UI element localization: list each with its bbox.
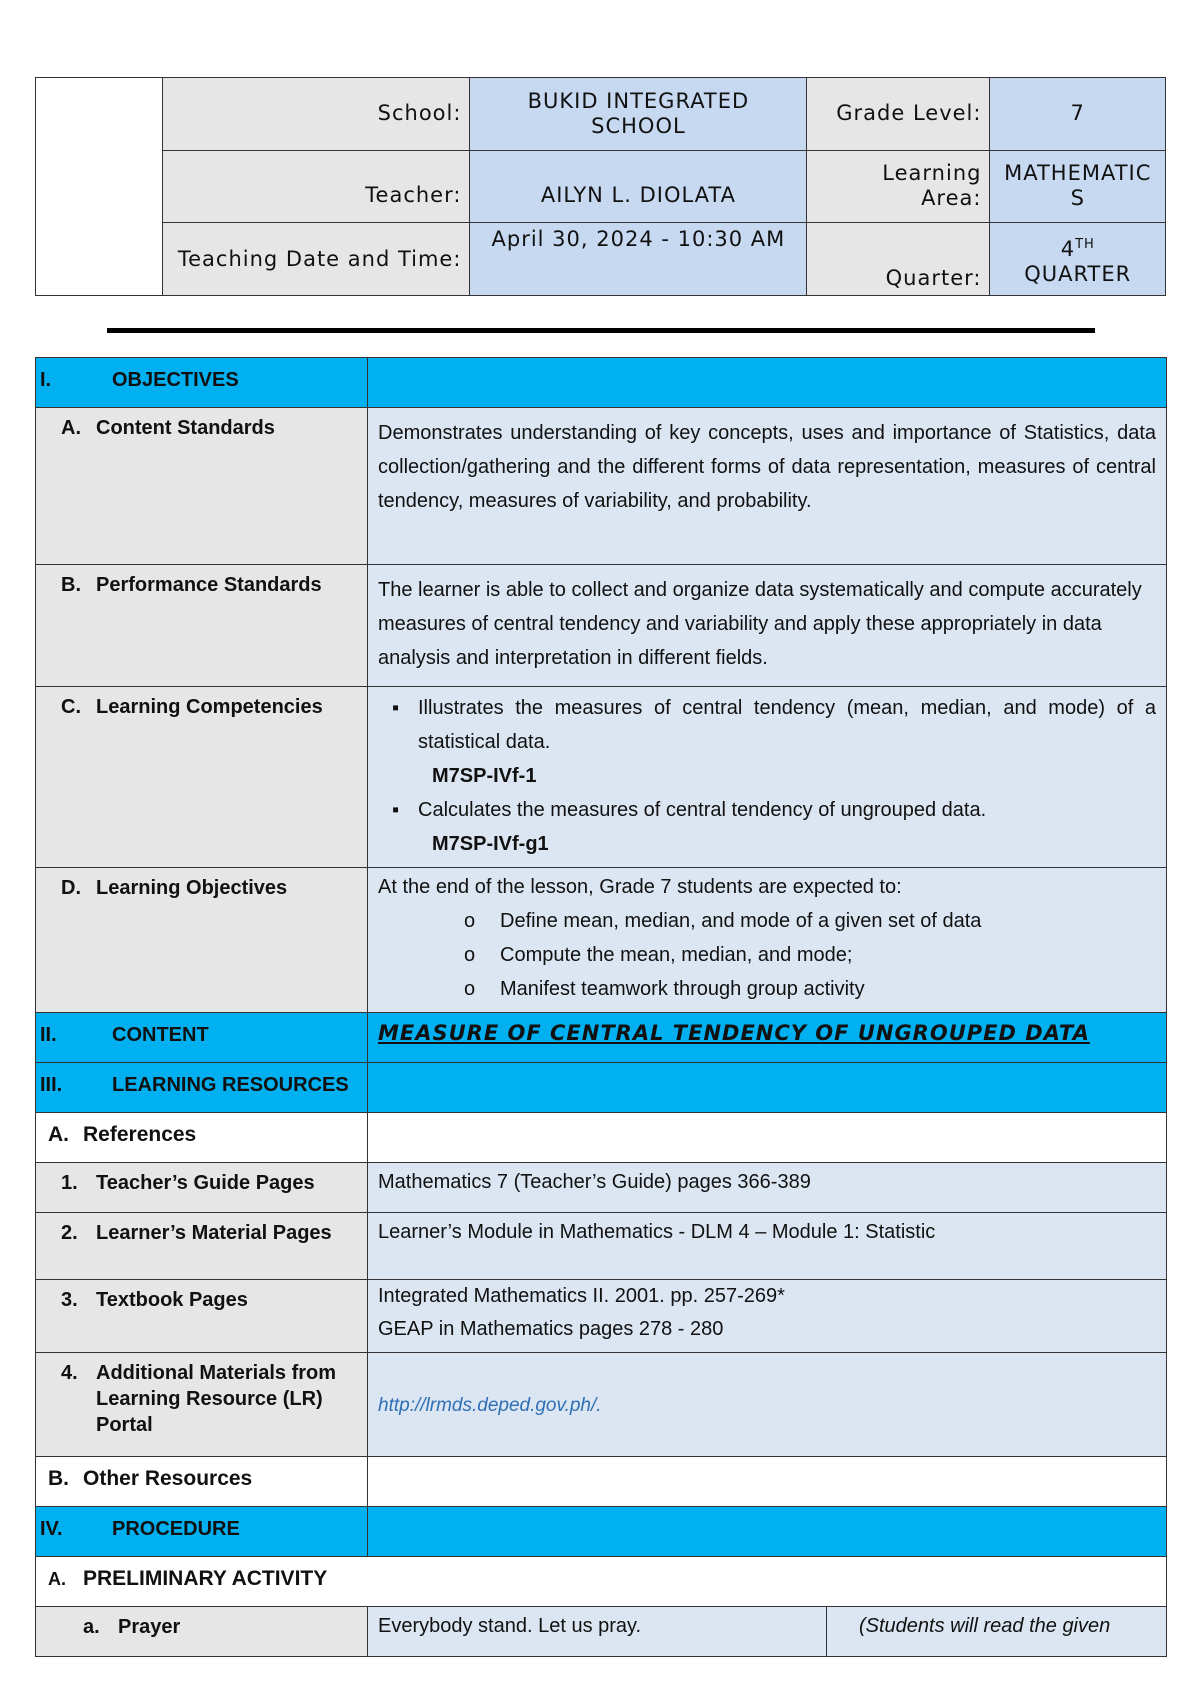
row-mark: 2. — [61, 1222, 78, 1244]
objectives-intro: At the end of the lesson, Grade 7 students are expected to: — [378, 876, 902, 898]
competency-code: M7SP-IVf-1 — [432, 765, 537, 787]
row-label: PRELIMINARY ACTIVITY — [83, 1567, 328, 1590]
row-learners-material — [36, 1213, 1167, 1280]
row-label: Learning Objectives — [96, 877, 288, 899]
row-label: References — [83, 1123, 197, 1146]
learners-material-text: Learner’s Module in Mathematics - DLM 4 – Module 1: Statistic — [378, 1221, 936, 1243]
header-table — [35, 77, 1166, 296]
row-mark: A. — [48, 1123, 69, 1146]
quarter-word: QUARTER — [1024, 261, 1132, 286]
row-label: Other Resources — [83, 1467, 253, 1490]
quarter-value — [990, 223, 1166, 296]
lr-portal-link[interactable]: http://lrmds.deped.gov.ph/. — [378, 1394, 602, 1416]
row-label: Additional Materials from Learning Resource (LR) Portal — [96, 1362, 337, 1436]
row-mark: C. — [61, 696, 81, 718]
circle-bullet-icon: o — [464, 978, 476, 1000]
row-textbook — [36, 1280, 1167, 1353]
row-mark: A. — [61, 417, 81, 439]
circle-bullet-icon: o — [464, 910, 476, 932]
row-content-standards — [36, 408, 1167, 565]
teacher-activity-text: Everybody stand. Let us pray. — [378, 1615, 642, 1637]
section-number: I. — [40, 369, 52, 391]
row-label: Prayer — [118, 1616, 181, 1638]
teacher-value: AILYN L. DIOLATA — [470, 150, 807, 223]
row-label: Content Standards — [96, 417, 275, 439]
learning-area-value: MATHEMATICS — [990, 150, 1166, 223]
section-number: III. — [40, 1074, 63, 1096]
section-objectives — [36, 358, 1167, 408]
list-item: o Manifest teamwork through group activity — [378, 972, 1156, 1006]
section-title: PROCEDURE — [112, 1518, 240, 1540]
row-mark: D. — [61, 877, 81, 899]
school-value: BUKID INTEGRATED SCHOOL — [470, 78, 807, 151]
section-number: II. — [40, 1024, 57, 1046]
teachers-guide-text: Mathematics 7 (Teacher’s Guide) pages 366-389 — [378, 1171, 811, 1193]
list-item: ▪ Calculates the measures of central tendency of ungrouped data. — [378, 793, 1156, 827]
row-performance-standards — [36, 565, 1167, 687]
competency-code: M7SP-IVf-g1 — [432, 833, 549, 855]
section-procedure — [36, 1507, 1167, 1557]
performance-standards-text: The learner is able to collect and organize data systematically and compute accurately measures of central tendency and variability and apply these appropriately in data analysis and interpretation in different fields. — [378, 579, 1142, 669]
row-label: Teacher’s Guide Pages — [96, 1172, 315, 1194]
learning-area-label: Learning Area: — [807, 150, 990, 223]
teaching-date-value: April 30, 2024 - 10:30 AM — [470, 223, 807, 296]
grade-level-label: Grade Level: — [807, 78, 990, 151]
section-title: OBJECTIVES — [112, 369, 239, 391]
row-references — [36, 1113, 1167, 1163]
section-learning-resources — [36, 1063, 1167, 1113]
row-label: Textbook Pages — [96, 1289, 248, 1311]
row-learning-objectives — [36, 868, 1167, 1013]
content-topic-title: MEASURE OF CENTRAL TENDENCY OF UNGROUPED DATA — [378, 1021, 1090, 1045]
section-title: LEARNING RESOURCES — [112, 1074, 349, 1096]
row-teachers-guide — [36, 1163, 1167, 1213]
list-item: o Compute the mean, median, and mode; — [378, 938, 1156, 972]
quarter-number: 4 — [1060, 236, 1076, 261]
row-prayer — [36, 1607, 1167, 1657]
quarter-suffix: TH — [1075, 236, 1095, 252]
section-content — [36, 1013, 1167, 1063]
textbook-line: Integrated Mathematics II. 2001. pp. 257-269* — [378, 1285, 785, 1307]
teaching-date-label: Teaching Date and Time: — [162, 223, 470, 296]
row-other-resources — [36, 1457, 1167, 1507]
teacher-label: Teacher: — [162, 150, 470, 223]
row-mark: 3. — [61, 1289, 78, 1311]
row-additional-materials — [36, 1353, 1167, 1457]
grade-level-value: 7 — [990, 78, 1166, 151]
lesson-plan-table — [35, 357, 1167, 1657]
row-preliminary-activity — [36, 1557, 1167, 1607]
section-number: IV. — [40, 1518, 63, 1540]
row-label: Learning Competencies — [96, 696, 323, 718]
row-mark: B. — [48, 1467, 69, 1490]
logo-cell — [36, 78, 163, 296]
student-activity-text: (Students will read the given — [859, 1615, 1111, 1637]
row-mark: A. — [48, 1569, 66, 1589]
row-label: Performance Standards — [96, 574, 322, 596]
divider-rule — [107, 328, 1095, 333]
row-mark: a. — [83, 1616, 100, 1638]
square-bullet-icon: ▪ — [392, 799, 400, 821]
row-mark: B. — [61, 574, 81, 596]
row-label: Learner’s Material Pages — [96, 1222, 332, 1244]
circle-bullet-icon: o — [464, 944, 476, 966]
row-mark: 1. — [61, 1172, 78, 1194]
row-learning-competencies — [36, 687, 1167, 868]
list-item: ▪ Illustrates the measures of central tendency (mean, median, and mode) of a statistical data. — [378, 691, 1156, 759]
section-title: CONTENT — [112, 1024, 209, 1046]
quarter-label: Quarter: — [807, 223, 990, 296]
school-label: School: — [162, 78, 470, 151]
square-bullet-icon: ▪ — [392, 697, 400, 719]
textbook-line: GEAP in Mathematics pages 278 - 280 — [378, 1318, 724, 1340]
content-standards-text: Demonstrates understanding of key concepts, uses and importance of Statistics, data collection/gathering and the different forms of data representation, measures of central tendency, measures of variability, and probability. — [378, 422, 1156, 512]
row-mark: 4. — [61, 1362, 78, 1384]
list-item: o Define mean, median, and mode of a given set of data — [378, 904, 1156, 938]
